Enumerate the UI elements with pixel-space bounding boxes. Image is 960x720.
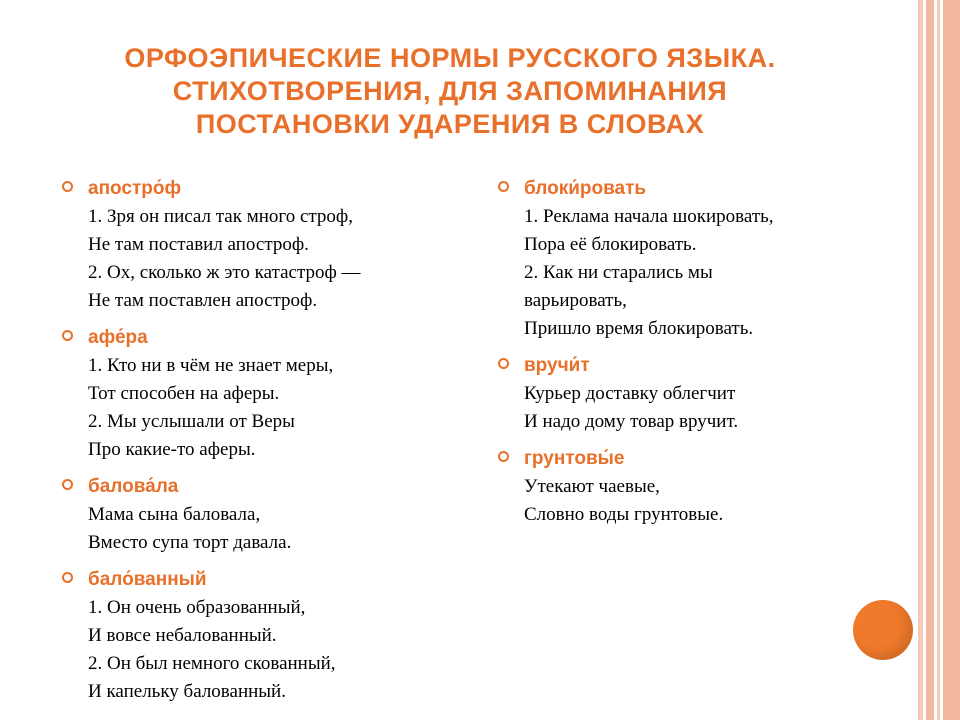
bullet-icon (62, 181, 73, 192)
poem-line: Мама сына баловала, (88, 504, 261, 525)
poem-line: Пришло время блокировать. (524, 318, 754, 339)
poem-line: Не там поставил апостроф. (88, 234, 309, 255)
poem-line: Курьер доставку облегчит (524, 383, 736, 404)
stressed-word: апостро́ф (88, 178, 182, 199)
poem-line: Вместо супа торт давала. (88, 532, 292, 553)
stressed-word: бало́ванный (88, 569, 207, 590)
poem-line: варьировать, (524, 290, 627, 311)
right-column (498, 174, 898, 537)
poem-line: 1. Он очень образованный, (88, 597, 306, 618)
stressed-word: блоки́ровать (524, 178, 647, 199)
word-entry (62, 565, 492, 706)
slide-title (20, 42, 880, 141)
poem-line: Словно воды грунтовые. (524, 504, 724, 525)
word-entry (498, 351, 898, 436)
stressed-word: балова́ла (88, 476, 179, 497)
poem-line: Не там поставлен апостроф. (88, 290, 318, 311)
stressed-word: афе́ра (88, 327, 148, 348)
word-entry (62, 472, 492, 557)
word-entry (62, 174, 492, 315)
poem-line: И надо дому товар вручит. (524, 411, 739, 432)
poem-line: Тот способен на аферы. (88, 383, 280, 404)
poem-line: Про какие-то аферы. (88, 439, 256, 460)
title-line-2: СТИХОТВОРЕНИЯ, ДЛЯ ЗАПОМИНАНИЯ (172, 76, 728, 106)
decorative-stripes (920, 0, 960, 720)
poem-line: 2. Он был немного скованный, (88, 653, 336, 674)
poem-line: 1. Кто ни в чём не знает меры, (88, 355, 334, 376)
stressed-word: вручи́т (524, 355, 590, 376)
bullet-icon (498, 451, 509, 462)
poem-line: И вовсе небалованный. (88, 625, 277, 646)
poem-line: 2. Как ни старались мы (524, 262, 713, 283)
title-line-3: ПОСТАНОВКИ УДАРЕНИЯ В СЛОВАХ (195, 109, 705, 139)
title-line-1: ОРФОЭПИЧЕСКИЕ НОРМЫ РУССКОГО ЯЗЫКА. (124, 43, 776, 73)
word-entry (498, 174, 898, 343)
bullet-icon (62, 479, 73, 490)
bullet-icon (62, 572, 73, 583)
poem-line: Утекают чаевые, (524, 476, 660, 497)
poem-line: И капельку балованный. (88, 681, 286, 702)
bullet-icon (498, 181, 509, 192)
word-entry (62, 323, 492, 464)
left-column (62, 174, 492, 714)
stressed-word: грунтовы́е (524, 448, 625, 469)
poem-line: 1. Реклама начала шокировать, (524, 206, 774, 227)
poem-line: Пора её блокировать. (524, 234, 697, 255)
bullet-icon (498, 358, 509, 369)
decorative-circle (853, 600, 913, 660)
poem-line: 2. Мы услышали от Веры (88, 411, 295, 432)
bullet-icon (62, 330, 73, 341)
word-entry (498, 444, 898, 529)
decorative-line (918, 0, 920, 720)
poem-line: 1. Зря он писал так много строф, (88, 206, 353, 227)
poem-line: 2. Ох, сколько ж это катастроф — (88, 262, 361, 283)
